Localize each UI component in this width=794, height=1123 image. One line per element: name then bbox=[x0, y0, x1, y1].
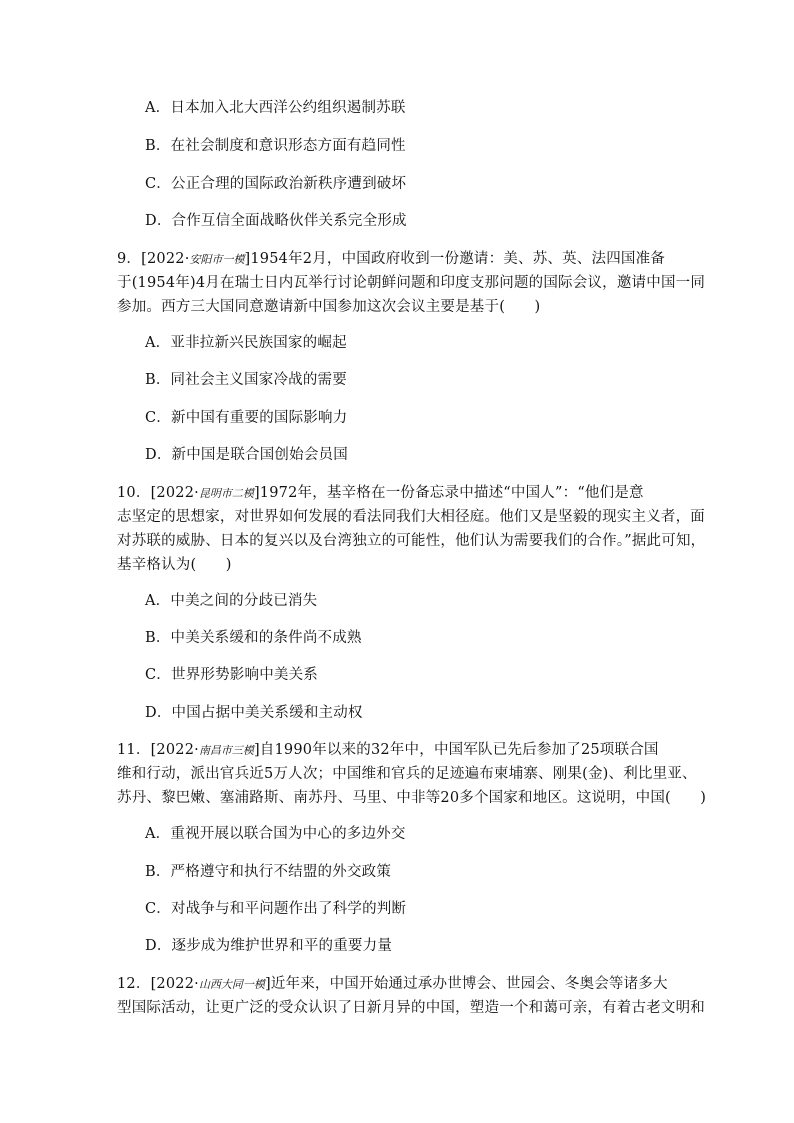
question-11-option-a: A．重视开展以联合国为中心的多边外交 bbox=[145, 826, 406, 842]
question-11-line-1 bbox=[117, 740, 659, 761]
question-source bbox=[151, 976, 271, 992]
question-10-option-d: D．中国占据中美关系缓和主动权 bbox=[145, 705, 363, 721]
question-12-line-1 bbox=[117, 974, 668, 995]
source-prefix: [2022· bbox=[141, 251, 190, 267]
question-number: 10． bbox=[117, 485, 151, 501]
question-9-option-b: B．同社会主义国家冷战的需要 bbox=[145, 372, 347, 388]
prev-option-c: C．公正合理的国际政治新秩序遭到破坏 bbox=[145, 176, 407, 192]
question-11-line-3: 苏丹、黎巴嫩、塞浦路斯、南苏丹、马里、中非等20多个国家和地区。这说明，中国( ) bbox=[117, 790, 707, 806]
prev-option-b: B．在社会制度和意识形态方面有趋同性 bbox=[145, 138, 406, 154]
prev-option-a: A．日本加入北大西洋公约组织遏制苏联 bbox=[145, 100, 406, 116]
question-11-option-b: B．严格遵守和执行不结盟的外交政策 bbox=[145, 864, 392, 880]
question-9-option-a: A．亚非拉新兴民族国家的崛起 bbox=[145, 335, 347, 351]
question-9-line-1 bbox=[117, 249, 665, 270]
question-10-option-c: C．世界形势影响中美关系 bbox=[145, 667, 318, 683]
source-suffix: ] bbox=[253, 485, 260, 501]
question-11-option-c: C．对战争与和平问题作出了科学的判断 bbox=[145, 901, 407, 917]
source-place: 山西大同一模 bbox=[198, 978, 265, 991]
question-11-line-2: 维和行动，派出官兵近5万人次；中国维和官兵的足迹遍布柬埔寨、刚果(金)、利比里亚、 bbox=[117, 766, 697, 782]
question-text: 1954年2月，中国政府收到一份邀请：美、苏、英、法四国准备 bbox=[250, 251, 665, 267]
question-10-line-4: 基辛格认为( ) bbox=[117, 557, 232, 573]
question-text: 近年来，中国开始通过承办世博会、世园会、冬奥会等诸多大 bbox=[270, 976, 668, 992]
question-source bbox=[141, 251, 250, 267]
source-place: 南昌市三模 bbox=[198, 744, 254, 757]
question-number: 9． bbox=[117, 251, 142, 267]
question-9-option-c: C．新中国有重要的国际影响力 bbox=[145, 410, 348, 426]
source-prefix: [2022· bbox=[150, 976, 199, 992]
question-11-option-d: D．逐步成为维护世界和平的重要力量 bbox=[145, 938, 393, 954]
prev-option-d: D．合作互信全面战略伙伴关系完全形成 bbox=[145, 213, 407, 229]
question-source bbox=[151, 485, 260, 501]
question-10-line-3: 对苏联的威胁、日本的复兴以及台湾独立的可能性，他们认为需要我们的合作。”据此可知， bbox=[117, 533, 706, 549]
source-place: 昆明市二模 bbox=[198, 487, 254, 500]
source-prefix: [2022· bbox=[150, 485, 199, 501]
source-suffix: ] bbox=[264, 976, 271, 992]
source-place: 安阳市一模 bbox=[189, 253, 245, 266]
question-10-option-a: A．中美之间的分歧已消失 bbox=[145, 593, 318, 609]
source-prefix: [2022· bbox=[150, 742, 199, 758]
question-number: 11． bbox=[117, 742, 151, 758]
question-number: 12． bbox=[117, 976, 151, 992]
question-9-line-3: 参加。西方三大国同意邀请新中国参加这次会议主要是基于( ) bbox=[117, 299, 541, 315]
question-source bbox=[151, 742, 260, 758]
question-10-option-b: B．中美关系缓和的条件尚不成熟 bbox=[145, 630, 362, 646]
question-9-line-2: 于(1954年)4月在瑞士日内瓦举行讨论朝鲜问题和印度支那问题的国际会议，邀请中国一同 bbox=[117, 275, 706, 291]
question-text: 自1990年以来的32年中，中国军队已先后参加了25项联合国 bbox=[259, 742, 659, 758]
question-9-option-d: D．新中国是联合国创始会员国 bbox=[145, 447, 348, 463]
source-suffix: ] bbox=[244, 251, 251, 267]
source-suffix: ] bbox=[253, 742, 260, 758]
question-10-line-1 bbox=[117, 483, 644, 504]
question-text: 1972年，基辛格在一份备忘录中描述“中国人”：“他们是意 bbox=[259, 485, 644, 501]
question-10-line-2: 志坚定的思想家，对世界如何发展的看法同我们大相径庭。他们又是坚毅的现实主义者，面 bbox=[117, 509, 705, 525]
question-12-line-2: 型国际活动，让更广泛的受众认识了日新月异的中国，塑造一个和蔼可亲，有着古老文明和 bbox=[117, 1000, 705, 1016]
